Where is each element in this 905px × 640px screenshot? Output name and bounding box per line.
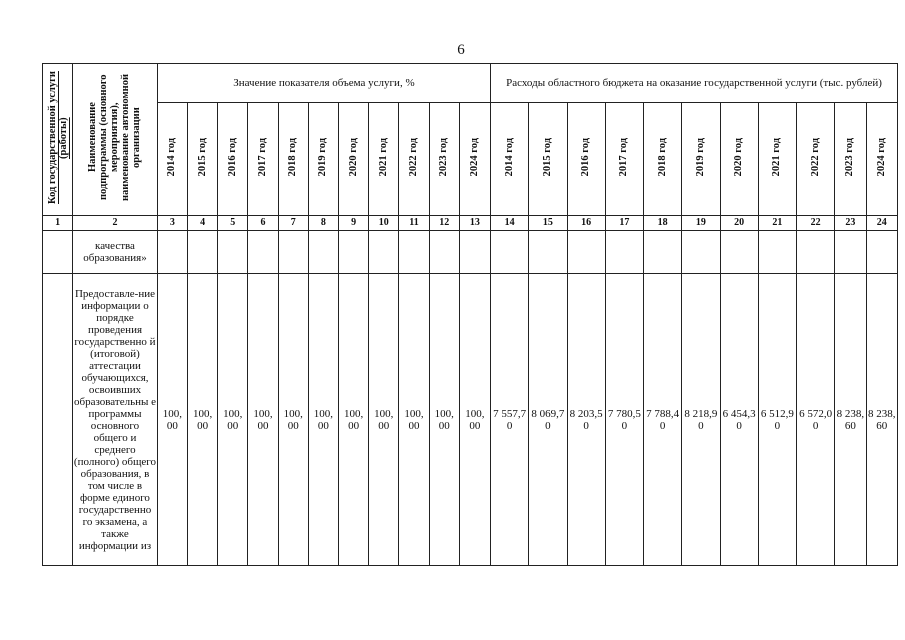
column-number: 21 (758, 216, 796, 231)
column-number: 3 (157, 216, 187, 231)
expense-cell: 8 069,7 0 (529, 274, 567, 566)
empty-cell (429, 231, 459, 274)
continuation-text: качества образования» (73, 231, 158, 274)
expense-cell: 7 780,5 0 (605, 274, 643, 566)
value-cell: 100, 00 (278, 274, 308, 566)
column-number: 4 (187, 216, 217, 231)
header-group-expenses: Расходы областного бюджета на оказание государственной услуги (тыс. рублей) (491, 64, 898, 103)
empty-cell (369, 231, 399, 274)
value-cell: 100, 00 (399, 274, 429, 566)
header-col2-line5: организации (131, 107, 143, 169)
value-cell: 100, 00 (248, 274, 278, 566)
year-expense-header: 2024 год (866, 103, 898, 216)
column-number: 19 (682, 216, 720, 231)
column-number: 14 (491, 216, 529, 231)
year-value-header: 2014 год (157, 103, 187, 216)
header-row-top (43, 64, 898, 103)
empty-cell (459, 231, 490, 274)
value-cell: 100, 00 (218, 274, 248, 566)
empty-cell (720, 231, 758, 274)
expense-cell: 8 238, 60 (866, 274, 898, 566)
year-expense-header: 2020 год (720, 103, 758, 216)
expense-cell: 6 512,9 0 (758, 274, 796, 566)
empty-cell (157, 231, 187, 274)
column-number: 23 (835, 216, 866, 231)
empty-cell (43, 274, 73, 566)
empty-cell (278, 231, 308, 274)
column-number: 5 (218, 216, 248, 231)
year-value-header: 2024 год (459, 103, 490, 216)
column-number: 13 (459, 216, 490, 231)
column-number: 8 (308, 216, 338, 231)
value-cell: 100, 00 (339, 274, 369, 566)
year-expense-header: 2016 год (567, 103, 605, 216)
column-number: 18 (644, 216, 682, 231)
header-subprogram-name (73, 64, 158, 216)
empty-cell (187, 231, 217, 274)
column-number: 22 (797, 216, 835, 231)
year-expense-header: 2021 год (758, 103, 796, 216)
empty-cell (682, 231, 720, 274)
expense-cell: 8 238, 60 (835, 274, 866, 566)
header-service-code (43, 64, 73, 216)
year-expense-header: 2019 год (682, 103, 720, 216)
column-number: 2 (73, 216, 158, 231)
year-value-header: 2017 год (248, 103, 278, 216)
year-expense-header: 2018 год (644, 103, 682, 216)
value-cell: 100, 00 (187, 274, 217, 566)
value-cell: 100, 00 (429, 274, 459, 566)
column-number-row (43, 216, 898, 231)
header-col2-line1: Наименование (87, 103, 99, 173)
column-number: 17 (605, 216, 643, 231)
year-expense-header: 2014 год (491, 103, 529, 216)
header-col2-line2: подпрограммы (основного (98, 75, 110, 201)
column-number: 20 (720, 216, 758, 231)
column-number: 11 (399, 216, 429, 231)
empty-cell (218, 231, 248, 274)
year-expense-header: 2015 год (529, 103, 567, 216)
header-row-years (43, 103, 898, 216)
year-expense-header: 2017 год (605, 103, 643, 216)
empty-cell (248, 231, 278, 274)
year-value-header: 2020 год (339, 103, 369, 216)
value-cell: 100, 00 (308, 274, 338, 566)
empty-cell (644, 231, 682, 274)
column-number: 16 (567, 216, 605, 231)
budget-table (42, 63, 898, 566)
column-number: 9 (339, 216, 369, 231)
year-value-header: 2018 год (278, 103, 308, 216)
column-number: 12 (429, 216, 459, 231)
year-value-header: 2019 год (308, 103, 338, 216)
empty-cell (43, 231, 73, 274)
year-value-header: 2016 год (218, 103, 248, 216)
empty-cell (835, 231, 866, 274)
empty-cell (758, 231, 796, 274)
table-row (43, 274, 898, 566)
expense-cell: 7 788,4 0 (644, 274, 682, 566)
service-description: Предоставле-ние информации о порядке проведения государственно й (итоговой) аттестации обучающихся, освоивших образовательны е программы основного общего и среднего (полного) общего образования, в том числе в форме единого государственно го экзамена, а также информации из (73, 274, 158, 566)
empty-cell (339, 231, 369, 274)
expense-cell: 6 454,3 0 (720, 274, 758, 566)
empty-cell (866, 231, 898, 274)
year-value-header: 2023 год (429, 103, 459, 216)
value-cell: 100, 00 (157, 274, 187, 566)
header-col2-line3: мероприятия), (109, 103, 121, 173)
year-expense-header: 2022 год (797, 103, 835, 216)
header-group-values: Значение показателя объема услуги, % (157, 64, 490, 103)
column-number: 10 (369, 216, 399, 231)
year-value-header: 2022 год (399, 103, 429, 216)
expense-cell: 8 203,5 0 (567, 274, 605, 566)
value-cell: 100, 00 (459, 274, 490, 566)
column-number: 6 (248, 216, 278, 231)
empty-cell (308, 231, 338, 274)
empty-cell (567, 231, 605, 274)
empty-cell (491, 231, 529, 274)
empty-cell (605, 231, 643, 274)
year-expense-header: 2023 год (835, 103, 866, 216)
column-number: 1 (43, 216, 73, 231)
empty-cell (797, 231, 835, 274)
header-col2-line4: наименование автономной (120, 74, 132, 202)
continuation-row (43, 231, 898, 274)
expense-cell: 8 218,9 0 (682, 274, 720, 566)
empty-cell (529, 231, 567, 274)
column-number: 15 (529, 216, 567, 231)
page-number: 6 (457, 42, 465, 58)
value-cell: 100, 00 (369, 274, 399, 566)
column-number: 7 (278, 216, 308, 231)
header-service-code-text: Код государственной услуги (работы) (46, 71, 69, 205)
expense-cell: 6 572,0 0 (797, 274, 835, 566)
year-value-header: 2021 год (369, 103, 399, 216)
year-value-header: 2015 год (187, 103, 217, 216)
column-number: 24 (866, 216, 898, 231)
expense-cell: 7 557,7 0 (491, 274, 529, 566)
empty-cell (399, 231, 429, 274)
